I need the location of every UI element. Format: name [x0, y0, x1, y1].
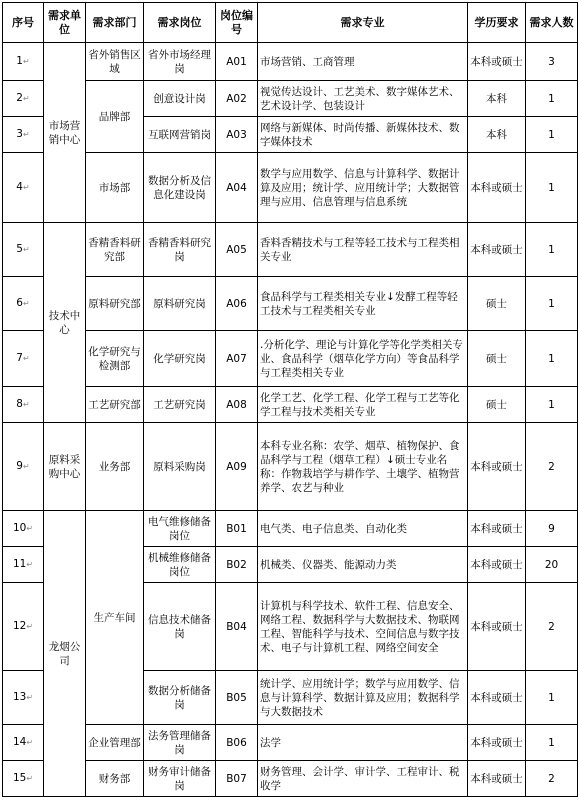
code-cell: A05 [216, 223, 258, 277]
table-row [3, 761, 578, 797]
position-cell: 机械维修储备岗位 [144, 547, 216, 583]
count-cell: 1 [526, 117, 578, 153]
count-cell: 9 [526, 511, 578, 547]
unit-cell: 龙烟公司 [44, 511, 86, 797]
count-cell: 1 [526, 153, 578, 223]
edu-cell: 本科或硕士 [468, 153, 526, 223]
header-seq: 序号 [3, 3, 44, 43]
dept-cell: 企业管理部 [86, 725, 144, 761]
header-position: 需求岗位 [144, 3, 216, 43]
major-cell: 市场营销、工商管理 [258, 43, 468, 81]
dept-cell: 工艺研究部 [86, 387, 144, 423]
position-cell: 互联网营销岗 [144, 117, 216, 153]
header-major: 需求专业 [258, 3, 468, 43]
dept-cell: 生产车间 [86, 511, 144, 725]
seq-cell: 5↵ [3, 223, 44, 277]
count-cell: 1 [526, 671, 578, 725]
count-cell: 1 [526, 725, 578, 761]
dept-cell: 香精香料研究部 [86, 223, 144, 277]
seq-cell: 9↵ [3, 423, 44, 511]
major-cell: 数学与应用数学、信息与计算科学、数据计算及应用；统计学、应用统计学；大数据管理与应用、信息管理与信息系统 [258, 153, 468, 223]
header-unit: 需求单位 [44, 3, 86, 43]
table-row [3, 387, 578, 423]
major-cell: 计算机与科学技术、软件工程、信息安全、网络工程、数据科学与大数据技术、物联网工程、智能科学与技术、空间信息与数字技术、电子与计算机工程、网络空间安全 [258, 583, 468, 671]
seq-cell: 11↵ [3, 547, 44, 583]
code-cell: A04 [216, 153, 258, 223]
header-row [3, 3, 578, 43]
code-cell: B02 [216, 547, 258, 583]
unit-cell: 原料采购中心 [44, 423, 86, 511]
seq-cell: 12↵ [3, 583, 44, 671]
count-cell: 2 [526, 423, 578, 511]
major-cell: 法学 [258, 725, 468, 761]
unit-cell: 技术中心 [44, 223, 86, 423]
edu-cell: 本科或硕士 [468, 423, 526, 511]
position-cell: 数据分析储备岗 [144, 671, 216, 725]
position-cell: 财务审计储备岗 [144, 761, 216, 797]
dept-cell: 化学研究与检测部 [86, 331, 144, 387]
major-cell: 机械类、仪器类、能源动力类 [258, 547, 468, 583]
table-row [3, 331, 578, 387]
position-cell: 数据分析及信息化建设岗 [144, 153, 216, 223]
code-cell: A03 [216, 117, 258, 153]
major-cell: .分析化学、理论与计算化学等化学类相关专业、食品科学（烟草化学方向）等食品科学与工程类相关专业 [258, 331, 468, 387]
header-edu: 学历要求 [468, 3, 526, 43]
unit-cell: 市场营销中心 [44, 43, 86, 223]
code-cell: A02 [216, 81, 258, 117]
position-cell: 法务管理储备岗 [144, 725, 216, 761]
seq-cell: 6↵ [3, 277, 44, 331]
seq-cell: 15↵ [3, 761, 44, 797]
position-cell: 创意设计岗 [144, 81, 216, 117]
code-cell: A06 [216, 277, 258, 331]
dept-cell: 原料研究部 [86, 277, 144, 331]
edu-cell: 硕士 [468, 387, 526, 423]
seq-cell: 4↵ [3, 153, 44, 223]
count-cell: 2 [526, 583, 578, 671]
code-cell: A01 [216, 43, 258, 81]
major-cell: 电气类、电子信息类、自动化类 [258, 511, 468, 547]
code-cell: B04 [216, 583, 258, 671]
recruitment-table [2, 2, 578, 797]
header-count: 需求人数 [526, 3, 578, 43]
dept-cell: 省外销售区域 [86, 43, 144, 81]
dept-cell: 市场部 [86, 153, 144, 223]
header-dept: 需求部门 [86, 3, 144, 43]
table-row [3, 423, 578, 511]
count-cell: 1 [526, 387, 578, 423]
code-cell: B05 [216, 671, 258, 725]
position-cell: 省外市场经理岗 [144, 43, 216, 81]
seq-cell: 10↵ [3, 511, 44, 547]
table-row [3, 223, 578, 277]
seq-cell: 14↵ [3, 725, 44, 761]
position-cell: 工艺研究岗 [144, 387, 216, 423]
table-row [3, 153, 578, 223]
table-row [3, 277, 578, 331]
code-cell: A09 [216, 423, 258, 511]
count-cell: 20 [526, 547, 578, 583]
count-cell: 1 [526, 331, 578, 387]
code-cell: A08 [216, 387, 258, 423]
major-cell: 视觉传达设计、工艺美术、数字媒体艺术、艺术设计学、包装设计 [258, 81, 468, 117]
code-cell: B01 [216, 511, 258, 547]
position-cell: 信息技术储备岗 [144, 583, 216, 671]
edu-cell: 本科或硕士 [468, 761, 526, 797]
seq-cell: 7↵ [3, 331, 44, 387]
major-cell: 财务管理、会计学、审计学、工程审计、税收学 [258, 761, 468, 797]
count-cell: 1 [526, 223, 578, 277]
major-cell: 化学工艺、化学工程、化学工程与工艺等化学工程与技术类相关专业 [258, 387, 468, 423]
edu-cell: 本科或硕士 [468, 547, 526, 583]
edu-cell: 本科 [468, 117, 526, 153]
position-cell: 原料采购岗 [144, 423, 216, 511]
count-cell: 2 [526, 761, 578, 797]
seq-cell: 3↵ [3, 117, 44, 153]
table-row [3, 43, 578, 81]
edu-cell: 本科或硕士 [468, 223, 526, 277]
code-cell: B07 [216, 761, 258, 797]
edu-cell: 本科或硕士 [468, 583, 526, 671]
position-cell: 电气维修储备岗位 [144, 511, 216, 547]
major-cell: 网络与新媒体、时尚传播、新媒体技术、数字媒体技术 [258, 117, 468, 153]
major-cell: 食品科学与工程类相关专业↓发酵工程等轻工技术与工程类相关专业 [258, 277, 468, 331]
edu-cell: 本科 [468, 81, 526, 117]
major-cell: 香料香精技术与工程等轻工技术与工程类相关专业 [258, 223, 468, 277]
dept-cell: 业务部 [86, 423, 144, 511]
position-cell: 化学研究岗 [144, 331, 216, 387]
edu-cell: 硕士 [468, 277, 526, 331]
header-code: 岗位编号 [216, 3, 258, 43]
major-cell: 本科专业名称：农学、烟草、植物保护、食品科学与工程（烟草工程）↓硕士专业名称：作物栽培学与耕作学、土壤学、植物营养学、农艺与种业 [258, 423, 468, 511]
position-cell: 原料研究岗 [144, 277, 216, 331]
major-cell: 统计学、应用统计学；数学与应用数学、信息与计算科学、数据计算及应用；数据科学与大数据技术 [258, 671, 468, 725]
count-cell: 1 [526, 81, 578, 117]
dept-cell: 财务部 [86, 761, 144, 797]
table-row [3, 511, 578, 547]
seq-cell: 2↵ [3, 81, 44, 117]
edu-cell: 本科或硕士 [468, 43, 526, 81]
edu-cell: 硕士 [468, 331, 526, 387]
count-cell: 1 [526, 277, 578, 331]
table-row [3, 81, 578, 117]
seq-cell: 1↵ [3, 43, 44, 81]
edu-cell: 本科或硕士 [468, 725, 526, 761]
seq-cell: 13↵ [3, 671, 44, 725]
seq-cell: 8↵ [3, 387, 44, 423]
dept-cell: 品牌部 [86, 81, 144, 153]
count-cell: 3 [526, 43, 578, 81]
table-row [3, 725, 578, 761]
code-cell: B06 [216, 725, 258, 761]
position-cell: 香精香料研究岗 [144, 223, 216, 277]
edu-cell: 本科或硕士 [468, 511, 526, 547]
edu-cell: 本科或硕士 [468, 671, 526, 725]
code-cell: A07 [216, 331, 258, 387]
